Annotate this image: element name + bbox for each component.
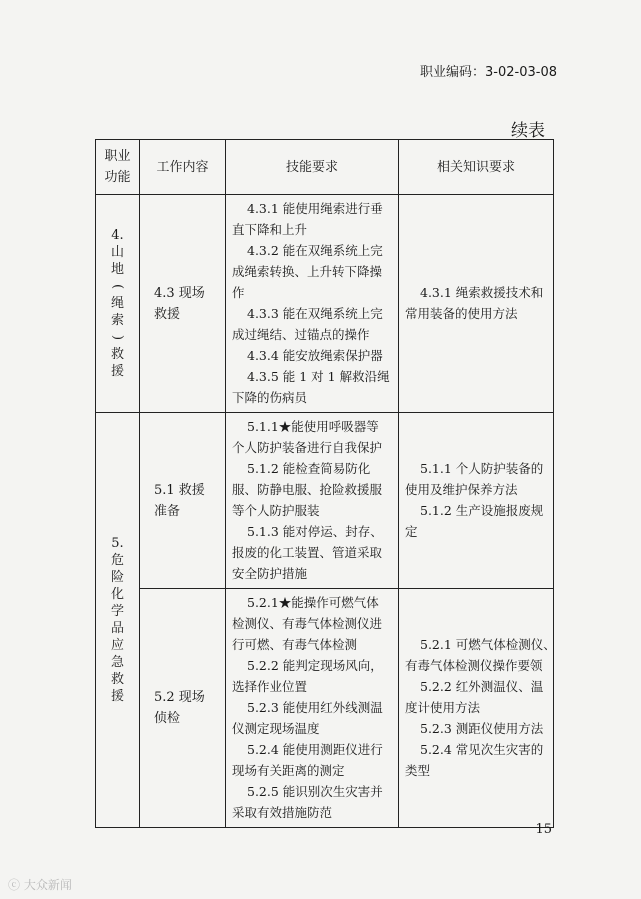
skill-line: 5.2.5 能识别次生灾害并: [247, 784, 383, 799]
knowledge-requirements-cell: [399, 413, 554, 589]
work-content-line: 侦检: [154, 711, 181, 726]
work-content-line: 5.1 救援: [154, 482, 205, 498]
continued-label: 续表: [511, 121, 545, 141]
skill-line: 5.1.2 能检查简易防化: [247, 461, 371, 476]
table-row: [96, 413, 554, 589]
header-function-line1: 职业: [104, 149, 131, 164]
knowledge-line: 使用及维护保养方法: [405, 482, 518, 497]
knowledge-line: 5.1.2 生产设施报废规: [420, 503, 544, 518]
function-char: 品: [110, 621, 124, 636]
skill-line: 4.3.3 能在双绳系统上完: [247, 306, 383, 321]
table-row: [96, 589, 554, 828]
skill-line: 下降的伤病员: [232, 390, 308, 405]
work-content-line: 准备: [154, 503, 181, 519]
knowledge-line: 5.2.2 红外测温仪、温: [420, 679, 544, 694]
knowledge-line: 4.3.1 绳索救援技术和: [420, 285, 544, 300]
function-char: 急: [110, 655, 124, 670]
skill-requirements-cell: [226, 589, 399, 828]
work-content-line: 救援: [154, 306, 181, 322]
function-char: 应: [110, 638, 124, 653]
skill-requirements-cell: [226, 413, 399, 589]
work-content-line: 4.3 现场: [154, 285, 205, 301]
occupation-code: 职业编码：3-02-03-08: [420, 65, 557, 80]
function-char: ): [109, 334, 125, 341]
function-char: 援: [110, 689, 124, 704]
skill-line: 5.2.4 能使用测距仪进行: [247, 742, 383, 757]
function-char: 援: [110, 364, 124, 379]
function-number: 5.: [111, 536, 124, 551]
knowledge-line: 常用装备的使用方法: [405, 306, 518, 321]
skill-line: 5.2.2 能判定现场风向，: [247, 658, 383, 673]
skill-line: 报废的化工装置、管道采取: [232, 545, 383, 560]
knowledge-requirements-cell: [399, 195, 554, 413]
skill-line: 成绳索转换、上升转下降操: [232, 264, 383, 279]
skill-line: 仪测定现场温度: [232, 721, 320, 736]
skill-line: 行可燃、有毒气体检测: [232, 637, 358, 652]
skill-line: 现场有关距离的测定: [232, 763, 345, 778]
knowledge-line: 5.1.1 个人防护装备的: [420, 461, 544, 476]
knowledge-line: 有毒气体检测仪操作要领: [405, 658, 543, 673]
knowledge-line: 定: [405, 524, 418, 539]
skill-line: 服、防静电服、抢险救援服: [232, 482, 383, 497]
function-char: 救: [110, 672, 124, 687]
knowledge-line: 5.2.4 常见次生灾害的: [420, 742, 544, 757]
header-skill: 技能要求: [226, 140, 399, 195]
table-header-row: [96, 140, 554, 195]
function-char: 化: [110, 587, 124, 602]
work-content-cell: [140, 589, 226, 828]
skill-line: 成过绳结、过锚点的操作: [232, 327, 370, 342]
watermark-text: 大众新闻: [23, 878, 72, 892]
header-function-line2: 功能: [104, 170, 131, 185]
function-cell: [96, 413, 140, 828]
knowledge-line: 度计使用方法: [405, 700, 481, 715]
page-number: 15: [535, 822, 552, 837]
function-cell: [96, 195, 140, 413]
watermark: ⓒ 大众新闻: [8, 878, 72, 892]
skill-line: 4.3.5 能 1 对 1 解救沿绳: [247, 369, 390, 384]
skill-line: 采取有效措施防范: [232, 805, 333, 820]
skill-line: 5.2.1★能操作可燃气体: [247, 595, 379, 610]
function-char: 救: [110, 347, 124, 362]
skill-line: 作: [232, 285, 245, 300]
knowledge-line: 类型: [405, 763, 431, 778]
occupation-table: [95, 139, 554, 828]
function-char: 山: [110, 245, 124, 260]
function-char: 险: [110, 570, 124, 585]
header-knowledge: 相关知识要求: [399, 140, 554, 195]
header-content: 工作内容: [140, 140, 226, 195]
function-number: 4.: [111, 228, 124, 243]
function-char: 危: [110, 553, 124, 568]
knowledge-line: 5.2.1 可燃气体检测仪、: [420, 637, 556, 652]
table-row: [96, 195, 554, 413]
skill-line: 安全防护措施: [232, 566, 308, 581]
skill-line: 4.3.4 能安放绳索保护器: [247, 348, 383, 363]
work-content-cell: [140, 195, 226, 413]
function-char: 索: [110, 313, 124, 328]
function-char: 学: [110, 604, 124, 619]
function-label: [111, 535, 124, 705]
skill-line: 5.1.1★能使用呼吸器等: [247, 419, 379, 434]
header-function: [96, 140, 140, 195]
function-label: [111, 227, 124, 380]
function-char: (: [109, 283, 125, 290]
skill-line: 4.3.1 能使用绳索进行垂: [247, 201, 383, 216]
work-content-line: 5.2 现场: [154, 690, 205, 705]
skill-line: 个人防护装备进行自我保护: [232, 440, 383, 455]
skill-line: 5.2.3 能使用红外线测温: [247, 700, 383, 715]
knowledge-requirements-cell: [399, 589, 554, 828]
skill-line: 4.3.2 能在双绳系统上完: [247, 243, 383, 258]
skill-line: 5.1.3 能对停运、封存、: [247, 524, 383, 539]
skill-line: 选择作业位置: [232, 679, 308, 694]
skill-line: 等个人防护服装: [232, 503, 320, 518]
work-content-cell: [140, 413, 226, 589]
skill-line: 检测仪、有毒气体检测仪进: [232, 616, 383, 631]
knowledge-line: 5.2.3 测距仪使用方法: [420, 721, 544, 736]
function-char: 地: [110, 262, 124, 277]
skill-requirements-cell: [226, 195, 399, 413]
skill-line: 直下降和上升: [232, 222, 308, 237]
function-char: 绳: [110, 296, 124, 311]
